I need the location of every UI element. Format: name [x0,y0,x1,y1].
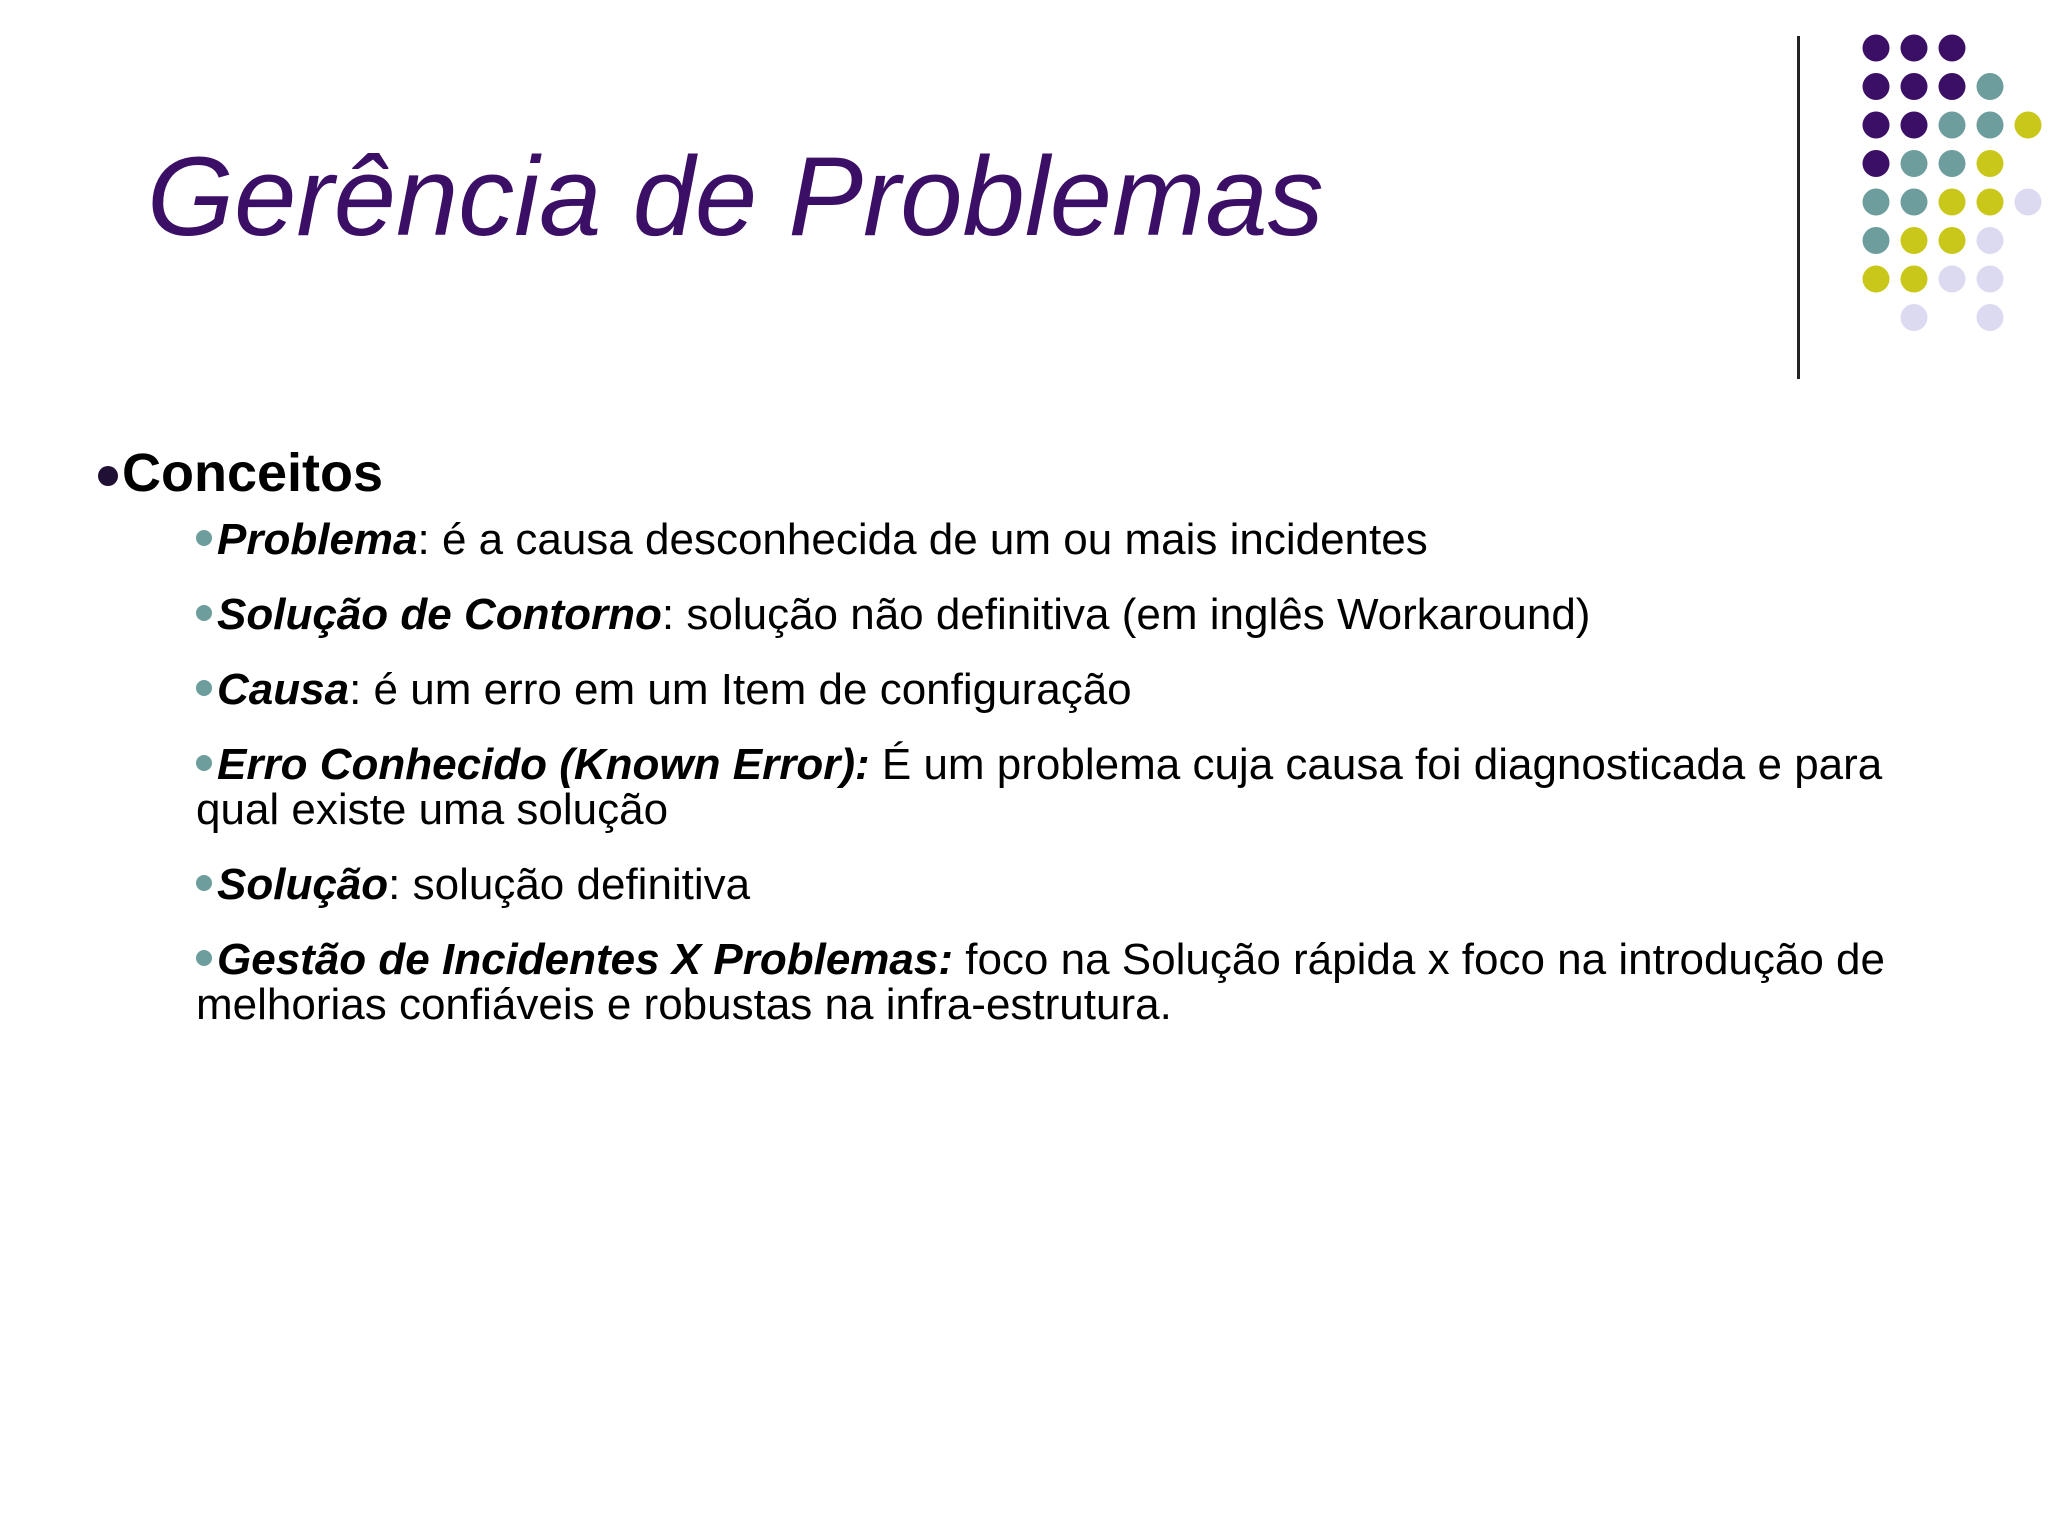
concept-list [98,515,1948,1030]
list-item [196,740,1948,835]
decorative-dot [1977,73,2004,100]
decorative-dot [1977,227,2004,254]
list-item [196,860,1948,910]
concept-definition: foco na Solução rápida x foco na introdução de melhorias confiáveis e robustas na infra-estrutura. [196,935,1885,1030]
decorative-dot [1901,150,1928,177]
bullet-dot-icon [196,680,212,696]
bullet-dot-icon [196,605,212,621]
decorative-dot [1863,112,1890,139]
concept-definition: é a causa desconhecida de um ou mais incidentes [429,515,1428,565]
concept-term: Causa [217,665,350,715]
list-item [196,515,1948,565]
decorative-dot [1939,227,1966,254]
concept-term: Erro Conhecido (Known Error): [217,740,870,790]
decorative-dot [1939,35,1966,62]
decorative-dot [1977,150,2004,177]
decorative-dot [1977,189,2004,216]
decorative-dot [1939,189,1966,216]
decorative-dot [1901,266,1928,293]
decorative-dot [1939,112,1966,139]
bullet-dot-icon [196,875,212,891]
decorative-dot [1977,304,2004,331]
decorative-dot-pattern [0,0,2048,400]
concept-separator: : [388,860,401,910]
decorative-dot [2015,189,2042,216]
decorative-dot [1863,266,1890,293]
slide-title: Gerência de Problemas [147,134,1324,259]
list-item [196,665,1948,715]
concept-term: Solução de Contorno [217,590,662,640]
slide-body [98,444,1948,1057]
decorative-dot [1901,73,1928,100]
decorative-dot [1901,112,1928,139]
decorative-dot [1977,112,2004,139]
decorative-dot [1901,189,1928,216]
decorative-dot [1863,227,1890,254]
decorative-dot [1901,227,1928,254]
bullet-dot-icon [196,530,212,546]
section-heading [98,444,1948,503]
concept-definition: solução definitiva [400,860,751,910]
list-item [196,935,1948,1030]
decorative-dot [1939,73,1966,100]
bullet-dot-icon [98,466,118,486]
concept-term: Solução [217,860,389,910]
decorative-dot [1939,150,1966,177]
concept-definition: é um erro em um Item de configuração [361,665,1132,715]
decorative-dot [2015,112,2042,139]
concept-separator: : [417,515,430,565]
bullet-dot-icon [196,755,212,771]
bullet-dot-icon [196,950,212,966]
concept-definition: É um problema cuja causa foi diagnosticada e para qual existe uma solução [196,740,1883,835]
concept-term: Gestão de Incidentes X Problemas: [217,935,954,985]
decorative-dot [1901,304,1928,331]
decorative-dot [1977,266,2004,293]
decorative-dot [1863,35,1890,62]
vertical-divider-line [1797,36,1800,379]
decorative-dot [1863,189,1890,216]
section-heading-label: Conceitos [122,443,384,503]
decorative-dot [1901,35,1928,62]
list-item [196,590,1948,640]
concept-term: Problema [217,515,418,565]
decorative-dot [1863,150,1890,177]
concept-separator: : [349,665,362,715]
decorative-dot [1939,266,1966,293]
concept-definition: solução não definitiva (em inglês Workaround) [674,590,1591,640]
decorative-dot [1863,73,1890,100]
concept-separator: : [661,590,675,640]
